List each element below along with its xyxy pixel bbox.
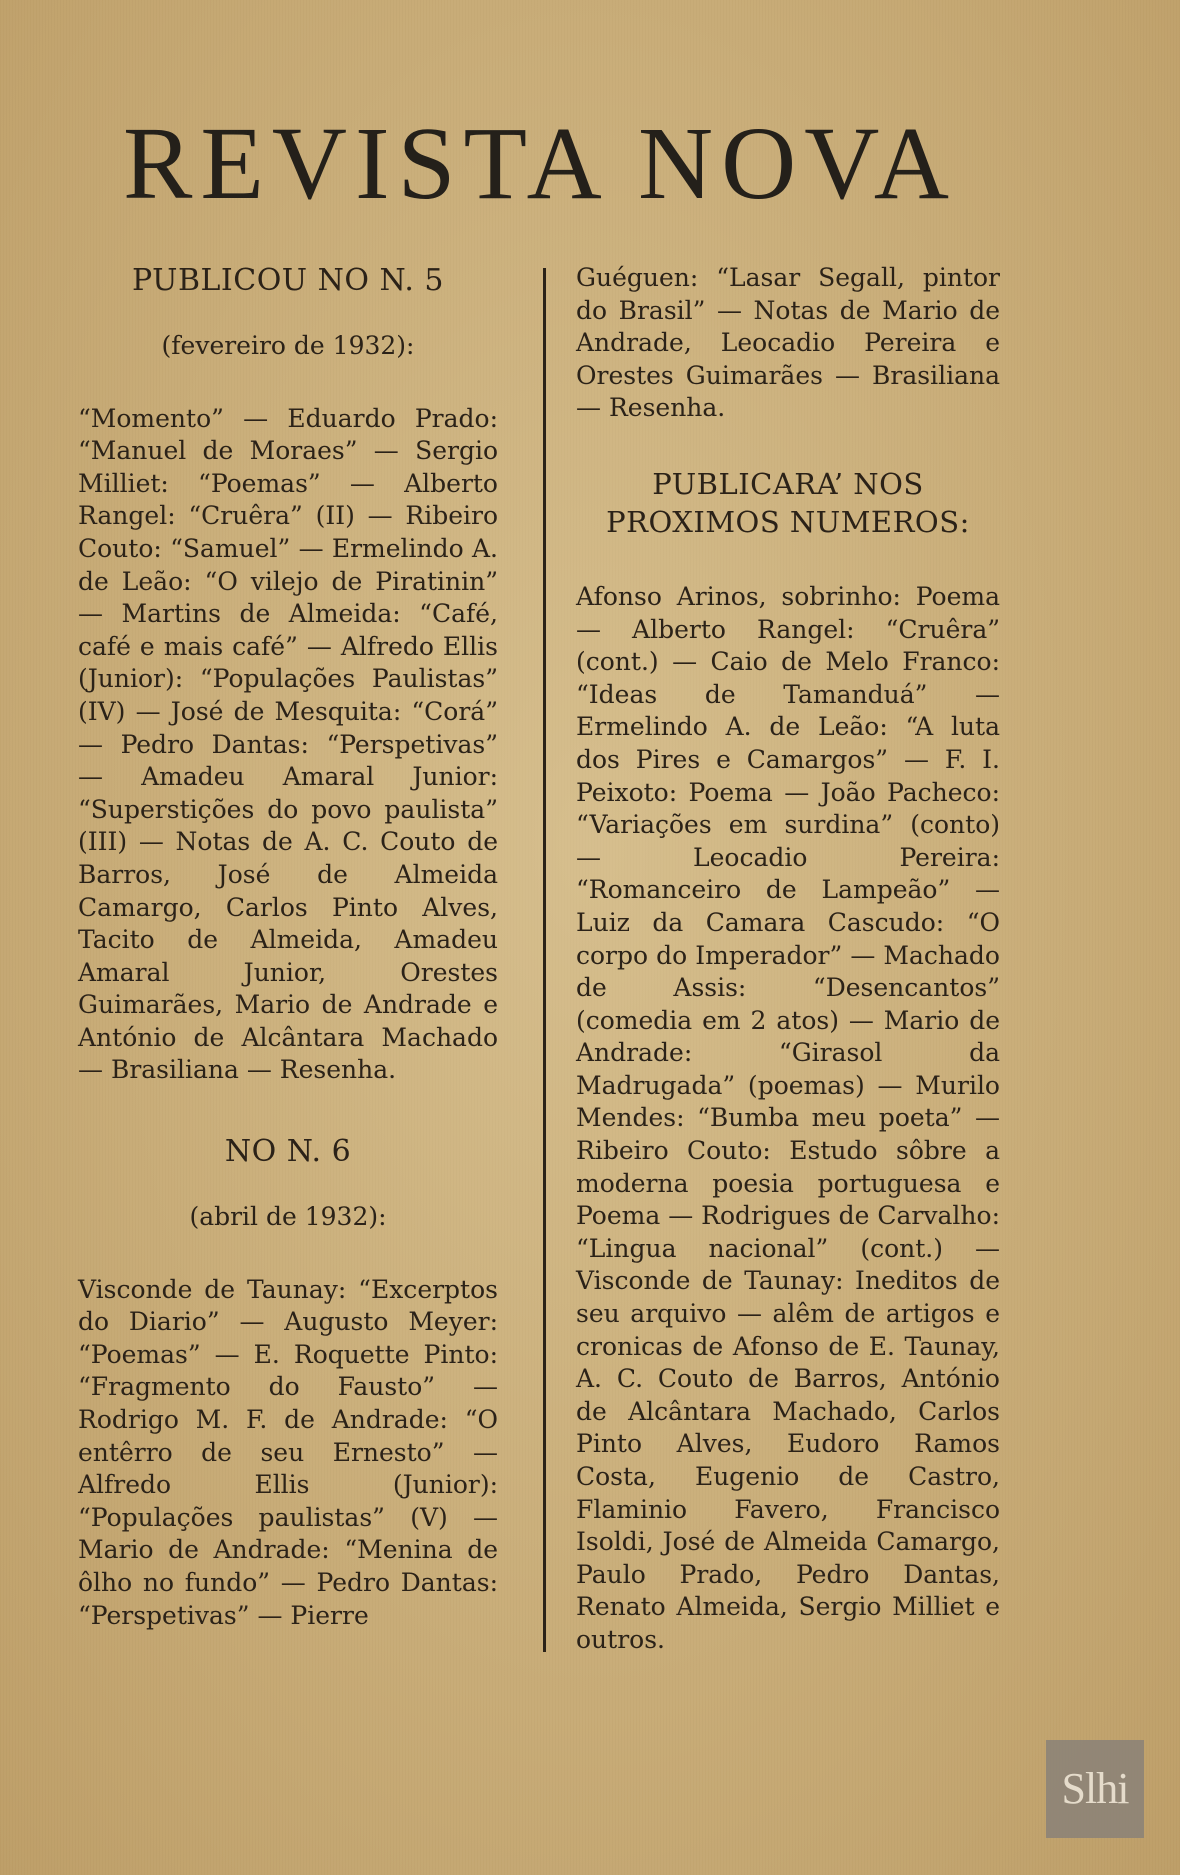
right-column: [576, 262, 1000, 1657]
left-column: [78, 262, 498, 1632]
column-divider: [543, 268, 546, 1652]
issue-5-contents: “Momento” — Eduardo Prado: “Manuel de Moraes” — Sergio Milliet: “Poemas” — Alberto Rangel: “Cruêra” (II) — Ribeiro Couto: “Samuel” — Ermelindo A. de Leão: “O vilejo de Piratinin” — Martins de Almeida: “Café, café e mais café” — Alfredo Ellis (Junior): “Populações Paulistas” (IV) — José de Mesquita: “Corá” — Pedro Dantas: “Perspetivas” — Amadeu Amaral Junior: “Superstições do povo paulista” (III) — Notas de A. C. Couto de Barros, José de Almeida Camargo, Carlos Pinto Alves, Tacito de Almeida, Amadeu Amaral Junior, Orestes Guimarães, Mario de Andrade e António de Alcântara Machado — Brasiliana — Resenha.: [78, 403, 498, 1085]
issue-6-contents: Visconde de Taunay: “Excerptos do Diario” — Augusto Meyer: “Poemas” — E. Roquette Pinto: “Fragmento do Fausto” — Rodrigo M. F. de Andrade: “O entêrro de seu Ernesto” — Alfredo Ellis (Junior): “Populações paulistas” (V) — Mario de Andrade: “Menina de ôlho no fundo” — Pedro Dantas: “Perspetivas” — Pierre: [78, 1274, 498, 1630]
library-logo: Slhi: [1046, 1740, 1144, 1838]
issue-6-contents-continued: Guéguen: “Lasar Segall, pintor do Brasil” — Notas de Mario de Andrade, Leocadio Pereira e Orestes Guimarães — Brasiliana — Resenha.: [576, 263, 1000, 423]
issue-6-heading: NO N. 6: [224, 1134, 352, 1170]
issue-6-date: (abril de 1932):: [189, 1202, 387, 1232]
issue-5-date: (fevereiro de 1932):: [161, 331, 415, 360]
upcoming-issues-heading: PUBLICARA’ NOS PROXIMOS NUMEROS:: [606, 466, 970, 539]
upcoming-issues-contents: Afonso Arinos, sobrinho: Poema — Alberto Rangel: “Cruêra” (cont.) — Caio de Melo Franco: “Ideas de Tamanduá” — Ermelindo A. de Leão: “A luta dos Pires e Camargos” — F. I. Peixoto: Poema — João Pacheco: “Variações em surdina” (conto) — Leocadio Pereira: “Romanceiro de Lampeão” — Luiz da Camara Cascudo: “O corpo do Imperador” — Machado de Assis: “Desencantos” (comedia em 2 atos) — Mario de Andrade: “Girasol da Madrugada” (poemas) — Murilo Mendes: “Bumba meu poeta” — Ribeiro Couto: Estudo sôbre a moderna poesia portuguesa e Poema — Rodrigues de Carvalho: “Lingua nacional” (cont.) — Visconde de Taunay: Ineditos de seu arquivo — alêm de artigos e cronicas de Afonso de E. Taunay, A. C. Couto de Barros, António de Alcântara Machado, Carlos Pinto Alves, Eudoro Ramos Costa, Eugenio de Castro, Flaminio Favero, Francisco Isoldi, José de Almeida Camargo, Paulo Prado, Pedro Dantas, Renato Almeida, Sergio Milliet e outros.: [576, 581, 1000, 1654]
masthead-title: REVISTA NOVA: [122, 106, 958, 221]
issue-5-heading: PUBLICOU NO N. 5: [132, 263, 444, 298]
